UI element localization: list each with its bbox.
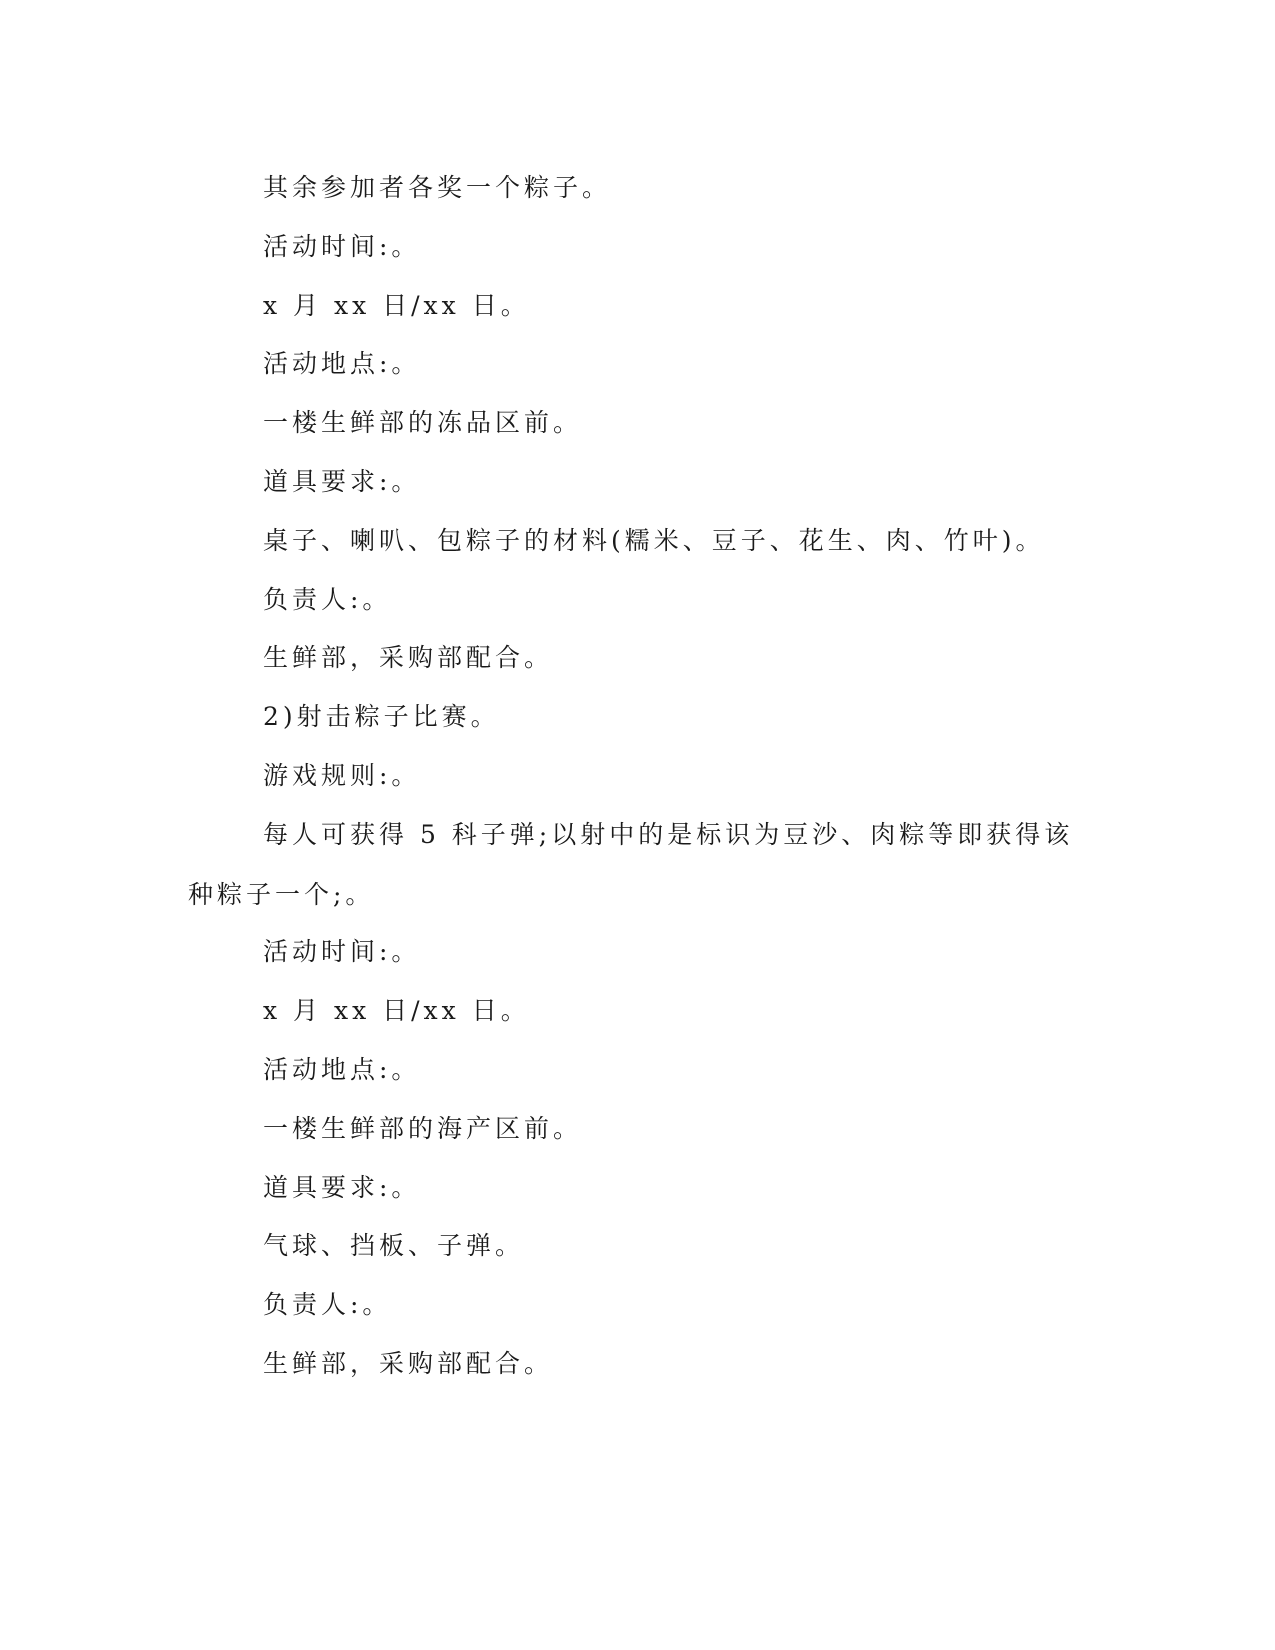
- paragraph: 每人可获得 5 科子弹;以射中的是标识为豆沙、肉粽等即获得该种粽子一个;。: [188, 820, 1074, 909]
- paragraph: 气球、挡板、子弹。: [263, 1231, 525, 1260]
- paragraph: 一楼生鲜部的冻品区前。: [263, 408, 583, 437]
- paragraph: 道具要求:。: [263, 1173, 421, 1202]
- paragraph: 道具要求:。: [263, 467, 421, 496]
- paragraph: x 月 xx 日/xx 日。: [263, 996, 530, 1025]
- paragraph: 活动时间:。: [263, 937, 421, 966]
- paragraph: 生鲜部，采购部配合。: [263, 1349, 554, 1378]
- paragraph: 一楼生鲜部的海产区前。: [263, 1114, 583, 1143]
- paragraph: 游戏规则:。: [263, 761, 421, 790]
- paragraph: 活动时间:。: [263, 232, 421, 261]
- paragraph: 活动地点:。: [263, 349, 421, 378]
- paragraph: 生鲜部，采购部配合。: [263, 643, 554, 672]
- paragraph: 负责人:。: [263, 585, 392, 614]
- paragraph: 活动地点:。: [263, 1055, 421, 1084]
- paragraph: 负责人:。: [263, 1290, 392, 1319]
- paragraph: 2)射击粽子比赛。: [263, 702, 500, 731]
- paragraph: 其余参加者各奖一个粽子。: [263, 173, 612, 202]
- paragraph: x 月 xx 日/xx 日。: [263, 291, 530, 320]
- paragraph: 桌子、喇叭、包粽子的材料(糯米、豆子、花生、肉、竹叶)。: [263, 526, 1045, 555]
